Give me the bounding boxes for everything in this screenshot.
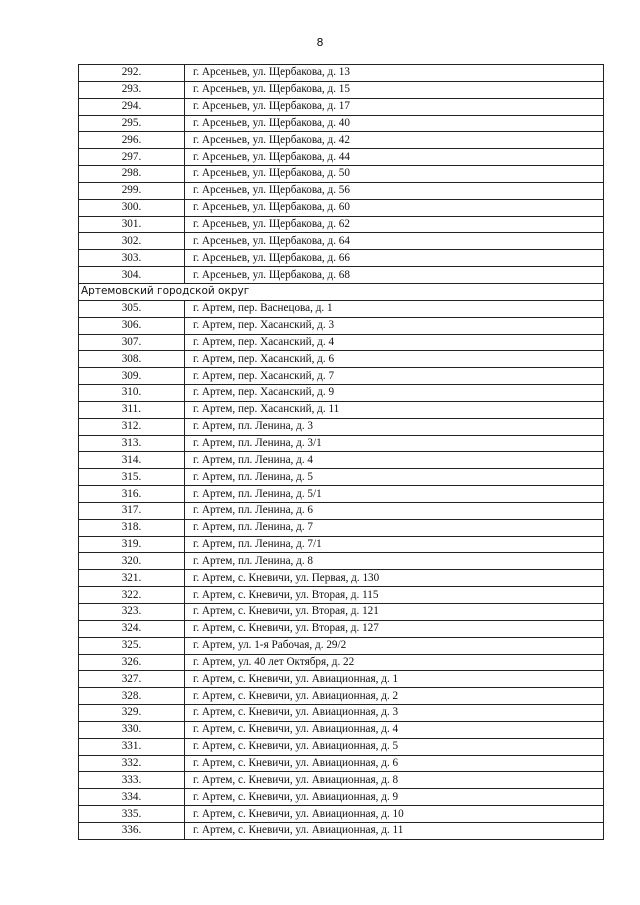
address-cell: г. Арсеньев, ул. Щербакова, д. 50 xyxy=(185,166,604,183)
address-cell: г. Арсеньев, ул. Щербакова, д. 15 xyxy=(185,81,604,98)
row-number: 327. xyxy=(79,671,185,688)
row-number: 325. xyxy=(79,637,185,654)
row-number: 311. xyxy=(79,401,185,418)
table-row xyxy=(79,688,604,705)
table-row xyxy=(79,250,604,267)
table-row xyxy=(79,536,604,553)
table-row xyxy=(79,755,604,772)
section-header-row xyxy=(79,283,604,300)
address-cell: г. Артем, пл. Ленина, д. 3 xyxy=(185,418,604,435)
address-cell: г. Артем, ул. 40 лет Октября, д. 22 xyxy=(185,654,604,671)
address-cell: г. Артем, с. Кневичи, ул. Авиационная, д. 1 xyxy=(185,671,604,688)
row-number: 306. xyxy=(79,317,185,334)
address-cell: г. Артем, с. Кневичи, ул. Авиационная, д. 9 xyxy=(185,789,604,806)
table-row xyxy=(79,604,604,621)
address-cell: г. Артем, пер. Хасанский, д. 3 xyxy=(185,317,604,334)
table-row xyxy=(79,553,604,570)
row-number: 301. xyxy=(79,216,185,233)
table-row xyxy=(79,267,604,284)
table-row xyxy=(79,789,604,806)
row-number: 295. xyxy=(79,115,185,132)
table-row xyxy=(79,671,604,688)
address-cell: г. Артем, с. Кневичи, ул. Авиационная, д. 4 xyxy=(185,721,604,738)
table-row xyxy=(79,654,604,671)
table-row xyxy=(79,149,604,166)
address-cell: г. Артем, пер. Васнецова, д. 1 xyxy=(185,300,604,317)
row-number: 322. xyxy=(79,587,185,604)
table-row xyxy=(79,300,604,317)
row-number: 314. xyxy=(79,452,185,469)
page-number: 8 xyxy=(316,36,324,49)
row-number: 333. xyxy=(79,772,185,789)
row-number: 318. xyxy=(79,519,185,536)
table-row xyxy=(79,822,604,839)
address-cell: г. Артем, пер. Хасанский, д. 4 xyxy=(185,334,604,351)
address-cell: г. Артем, пл. Ленина, д. 5 xyxy=(185,469,604,486)
row-number: 294. xyxy=(79,98,185,115)
table-row xyxy=(79,317,604,334)
row-number: 293. xyxy=(79,81,185,98)
row-number: 302. xyxy=(79,233,185,250)
row-number: 303. xyxy=(79,250,185,267)
row-number: 326. xyxy=(79,654,185,671)
row-number: 310. xyxy=(79,385,185,402)
address-cell: г. Артем, пл. Ленина, д. 3/1 xyxy=(185,435,604,452)
row-number: 328. xyxy=(79,688,185,705)
table-row xyxy=(79,132,604,149)
row-number: 317. xyxy=(79,502,185,519)
table-row xyxy=(79,452,604,469)
table-row xyxy=(79,115,604,132)
row-number: 334. xyxy=(79,789,185,806)
row-number: 305. xyxy=(79,300,185,317)
address-cell: г. Артем, пл. Ленина, д. 8 xyxy=(185,553,604,570)
row-number: 330. xyxy=(79,721,185,738)
row-number: 332. xyxy=(79,755,185,772)
address-cell: г. Артем, с. Кневичи, ул. Авиационная, д. 5 xyxy=(185,738,604,755)
address-cell: г. Артем, с. Кневичи, ул. Первая, д. 130 xyxy=(185,570,604,587)
address-cell: г. Арсеньев, ул. Щербакова, д. 44 xyxy=(185,149,604,166)
address-cell: г. Арсеньев, ул. Щербакова, д. 17 xyxy=(185,98,604,115)
address-cell: г. Артем, пер. Хасанский, д. 7 xyxy=(185,368,604,385)
row-number: 309. xyxy=(79,368,185,385)
address-cell: г. Артем, пл. Ленина, д. 7 xyxy=(185,519,604,536)
table-row xyxy=(79,620,604,637)
table-row xyxy=(79,772,604,789)
address-cell: г. Артем, пер. Хасанский, д. 9 xyxy=(185,385,604,402)
row-number: 335. xyxy=(79,806,185,823)
address-cell: г. Артем, пер. Хасанский, д. 6 xyxy=(185,351,604,368)
address-cell: г. Арсеньев, ул. Щербакова, д. 64 xyxy=(185,233,604,250)
address-cell: г. Артем, пл. Ленина, д. 4 xyxy=(185,452,604,469)
table-row xyxy=(79,738,604,755)
row-number: 323. xyxy=(79,604,185,621)
address-cell: г. Артем, пл. Ленина, д. 7/1 xyxy=(185,536,604,553)
address-cell: г. Артем, с. Кневичи, ул. Авиационная, д. 11 xyxy=(185,822,604,839)
row-number: 297. xyxy=(79,149,185,166)
table-row xyxy=(79,166,604,183)
table-row xyxy=(79,435,604,452)
address-cell: г. Артем, с. Кневичи, ул. Авиационная, д. 3 xyxy=(185,705,604,722)
table-row xyxy=(79,65,604,82)
table-row xyxy=(79,637,604,654)
row-number: 321. xyxy=(79,570,185,587)
address-table-body xyxy=(79,65,604,840)
table-row xyxy=(79,81,604,98)
row-number: 307. xyxy=(79,334,185,351)
row-number: 298. xyxy=(79,166,185,183)
row-number: 315. xyxy=(79,469,185,486)
row-number: 331. xyxy=(79,738,185,755)
address-cell: г. Арсеньев, ул. Щербакова, д. 66 xyxy=(185,250,604,267)
section-title: Артемовский городской округ xyxy=(79,283,604,300)
row-number: 304. xyxy=(79,267,185,284)
table-row xyxy=(79,199,604,216)
address-cell: г. Арсеньев, ул. Щербакова, д. 13 xyxy=(185,65,604,82)
row-number: 319. xyxy=(79,536,185,553)
row-number: 316. xyxy=(79,486,185,503)
table-row xyxy=(79,486,604,503)
row-number: 300. xyxy=(79,199,185,216)
table-row xyxy=(79,368,604,385)
table-row xyxy=(79,334,604,351)
address-cell: г. Артем, с. Кневичи, ул. Авиационная, д. 8 xyxy=(185,772,604,789)
table-row xyxy=(79,216,604,233)
row-number: 312. xyxy=(79,418,185,435)
row-number: 292. xyxy=(79,65,185,82)
row-number: 308. xyxy=(79,351,185,368)
table-row xyxy=(79,469,604,486)
address-cell: г. Артем, пл. Ленина, д. 5/1 xyxy=(185,486,604,503)
table-row xyxy=(79,385,604,402)
address-cell: г. Артем, с. Кневичи, ул. Авиационная, д. 10 xyxy=(185,806,604,823)
table-row xyxy=(79,721,604,738)
address-cell: г. Артем, с. Кневичи, ул. Вторая, д. 115 xyxy=(185,587,604,604)
row-number: 299. xyxy=(79,182,185,199)
row-number: 296. xyxy=(79,132,185,149)
table-row xyxy=(79,570,604,587)
address-table xyxy=(78,64,604,840)
table-row xyxy=(79,401,604,418)
address-cell: г. Артем, пер. Хасанский, д. 11 xyxy=(185,401,604,418)
table-row xyxy=(79,587,604,604)
table-row xyxy=(79,705,604,722)
address-cell: г. Арсеньев, ул. Щербакова, д. 62 xyxy=(185,216,604,233)
row-number: 336. xyxy=(79,822,185,839)
address-cell: г. Артем, с. Кневичи, ул. Вторая, д. 127 xyxy=(185,620,604,637)
address-cell: г. Артем, с. Кневичи, ул. Вторая, д. 121 xyxy=(185,604,604,621)
address-cell: г. Артем, с. Кневичи, ул. Авиационная, д. 6 xyxy=(185,755,604,772)
address-cell: г. Арсеньев, ул. Щербакова, д. 56 xyxy=(185,182,604,199)
table-row xyxy=(79,418,604,435)
address-cell: г. Арсеньев, ул. Щербакова, д. 42 xyxy=(185,132,604,149)
address-cell: г. Артем, пл. Ленина, д. 6 xyxy=(185,502,604,519)
address-cell: г. Артем, ул. 1-я Рабочая, д. 29/2 xyxy=(185,637,604,654)
address-cell: г. Арсеньев, ул. Щербакова, д. 68 xyxy=(185,267,604,284)
table-row xyxy=(79,502,604,519)
table-row xyxy=(79,182,604,199)
table-row xyxy=(79,519,604,536)
row-number: 320. xyxy=(79,553,185,570)
row-number: 329. xyxy=(79,705,185,722)
table-row xyxy=(79,233,604,250)
table-row xyxy=(79,806,604,823)
address-cell: г. Арсеньев, ул. Щербакова, д. 60 xyxy=(185,199,604,216)
address-cell: г. Арсеньев, ул. Щербакова, д. 40 xyxy=(185,115,604,132)
row-number: 324. xyxy=(79,620,185,637)
table-row xyxy=(79,351,604,368)
row-number: 313. xyxy=(79,435,185,452)
table-row xyxy=(79,98,604,115)
address-cell: г. Артем, с. Кневичи, ул. Авиационная, д. 2 xyxy=(185,688,604,705)
